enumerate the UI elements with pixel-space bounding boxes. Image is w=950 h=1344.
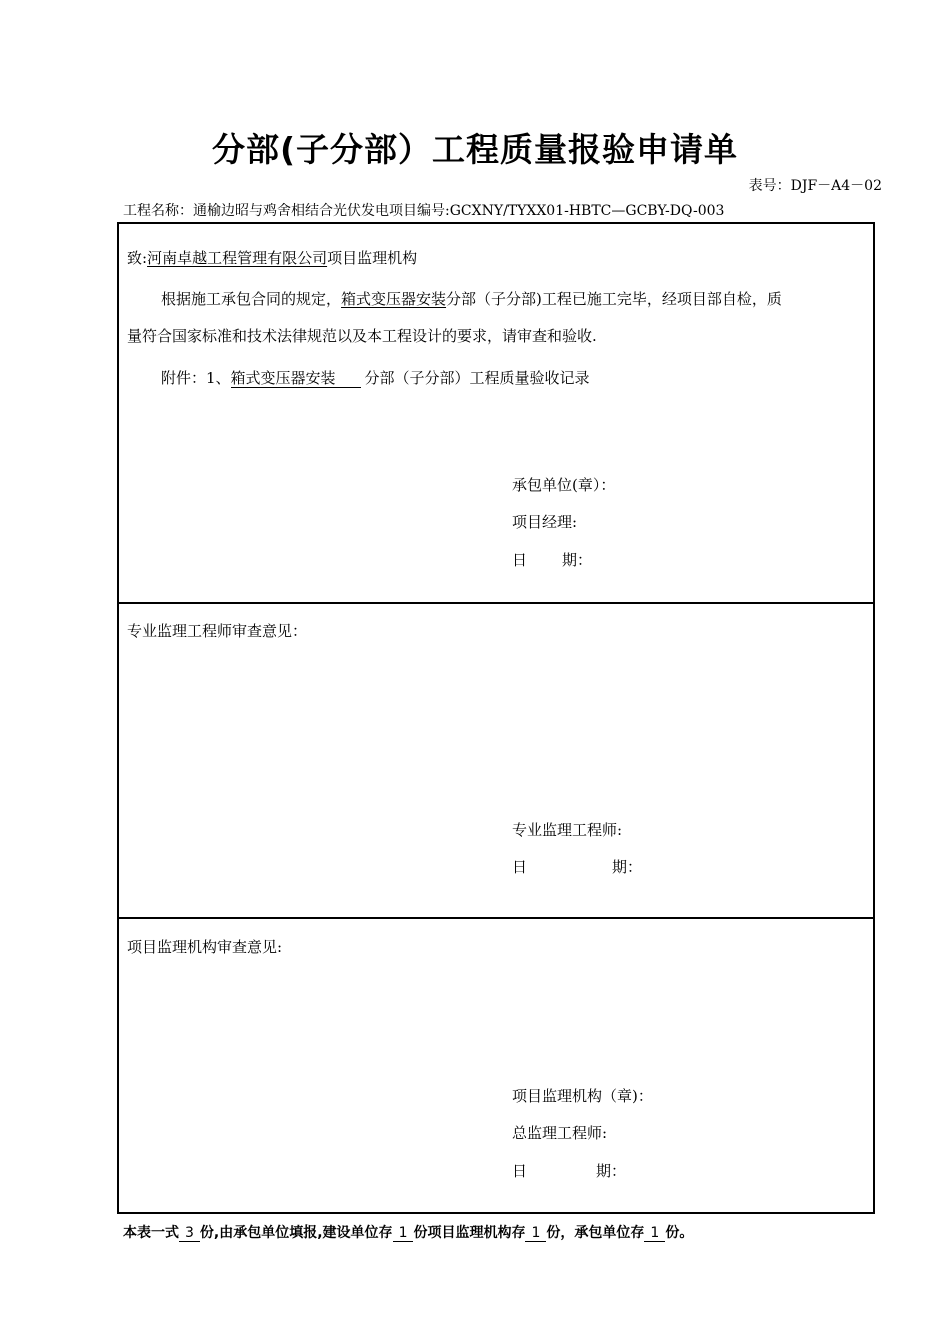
date-label-2a: 日 <box>512 858 528 876</box>
form-number: 表号：DJF－A4－02 <box>748 178 882 194</box>
copies-contractor: 1 <box>644 1226 665 1242</box>
body-line1-rest: 分部（子分部)工程已施工完毕，经项目部自检，质 <box>446 290 782 308</box>
copies-note-text-1: 本表一式 <box>123 1225 179 1241</box>
copies-supervisor: 1 <box>525 1226 546 1242</box>
application-body-line-2: 量符合国家标准和技术法律规范以及本工程设计的要求，请审查和验收. <box>127 327 597 345</box>
section-divider-2 <box>117 917 875 919</box>
attachment-prefix: 附件：1、 <box>161 369 231 387</box>
date-label-1b: 期： <box>562 551 593 569</box>
item-name: 箱式变压器安装 <box>341 290 447 308</box>
copies-owner: 1 <box>393 1226 414 1242</box>
date-label-2b: 期： <box>612 858 643 876</box>
org-review-heading: 项目监理机构审查意见: <box>127 938 283 956</box>
date-label-1a: 日 <box>512 551 528 569</box>
date-label-3a: 日 <box>512 1162 528 1180</box>
application-body-line-1 <box>161 288 782 309</box>
attachment-item: 箱式变压器安装 <box>231 370 361 388</box>
addressee-line <box>127 247 417 268</box>
engineer-review-heading: 专业监理工程师审查意见： <box>127 622 308 640</box>
copies-note-text-5: 份。 <box>665 1225 694 1241</box>
chief-engineer-label: 总监理工程师: <box>512 1124 608 1142</box>
copies-note-text-4: 份，承包单位存 <box>546 1225 645 1241</box>
copies-note-text-2: 份,由承包单位填报,建设单位存 <box>199 1225 393 1241</box>
addressee-prefix: 致: <box>127 249 148 267</box>
copies-total: 3 <box>179 1226 200 1242</box>
contractor-seal-label: 承包单位(章）： <box>512 476 616 494</box>
org-seal-label: 项目监理机构（章)： <box>512 1087 653 1105</box>
date-label-3b: 期： <box>596 1162 627 1180</box>
attachment-line <box>161 367 590 388</box>
copies-note-text-3: 份项目监理机构存 <box>413 1225 526 1241</box>
engineer-signature-label: 专业监理工程师: <box>512 821 623 839</box>
supervisor-company: 河南卓越工程管理有限公司 <box>147 249 328 267</box>
addressee-suffix: 项目监理机构 <box>327 249 418 267</box>
copies-note <box>123 1222 693 1242</box>
page-title: 分部(子分部）工程质量报验申请单 <box>211 130 739 169</box>
project-manager-label: 项目经理: <box>512 513 578 531</box>
body-prefix: 根据施工承包合同的规定， <box>161 290 342 308</box>
section-divider-1 <box>117 602 875 604</box>
project-info-line: 工程名称：通榆边昭与鸡舍相结合光伏发电项目编号:GCXNY/TYXX01-HBTC—GCBY-DQ-003 <box>123 203 725 219</box>
attachment-suffix: 分部（子分部）工程质量验收记录 <box>364 369 590 387</box>
